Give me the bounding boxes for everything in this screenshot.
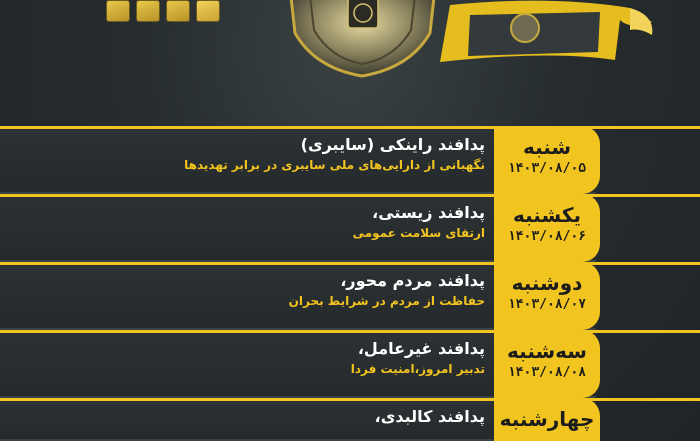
schedule-row: [0, 330, 700, 398]
logo-icon: [166, 0, 190, 22]
row-text: [65, 202, 485, 242]
day-tab: [494, 330, 600, 398]
sponsor-logos: [106, 0, 220, 22]
event-subtitle: تدبیر امروز،امنیت فردا: [350, 362, 485, 376]
schedule-row: [0, 126, 700, 194]
shield-emblem-icon: [280, 0, 445, 78]
event-title: پدافند راینکی (سایبری): [300, 135, 485, 154]
event-subtitle: نگهبانی از دارایی‌های ملی سایبری در برابر تهدیدها: [184, 158, 485, 172]
logo-icon: [136, 0, 160, 22]
event-subtitle: ارتقای سلامت عمومی: [352, 226, 485, 240]
date-label: ۱۴۰۳/۰۸/۰۵: [507, 161, 587, 176]
day-label: یکشنبه: [513, 203, 581, 227]
day-tab: [494, 126, 600, 194]
day-label: دوشنبه: [511, 271, 583, 295]
day-tab: [494, 194, 600, 262]
date-label: ۱۴۰۳/۰۸/۰۶: [507, 229, 587, 244]
event-title: پدافند زیستی،: [372, 203, 485, 222]
gold-ribbon-icon: [430, 0, 655, 70]
day-label: شنبه: [522, 135, 572, 159]
event-title: پدافند غیرعامل،: [357, 339, 485, 358]
day-tab: [494, 262, 600, 330]
logo-icon: [106, 0, 130, 22]
schedule-row: [0, 398, 700, 441]
row-text: [65, 134, 485, 174]
schedule-row: [0, 194, 700, 262]
qr-code-icon: [196, 0, 220, 22]
event-title: پدافند مردم محور،: [340, 271, 485, 290]
date-label: ۱۴۰۳/۰۸/۰۸: [507, 365, 587, 380]
row-text: [65, 406, 485, 428]
day-label: سه‌شنبه: [507, 339, 587, 363]
event-title: پدافند کالبدی،: [374, 407, 485, 426]
date-label: ۱۴۰۳/۰۸/۰۷: [507, 297, 587, 312]
row-text: [65, 270, 485, 310]
day-label: چهارشنبه: [499, 407, 595, 431]
day-tab: [494, 398, 600, 441]
row-text: [65, 338, 485, 378]
schedule-row: [0, 262, 700, 330]
event-subtitle: حفاظت از مردم در شرایط بحران: [288, 294, 485, 308]
